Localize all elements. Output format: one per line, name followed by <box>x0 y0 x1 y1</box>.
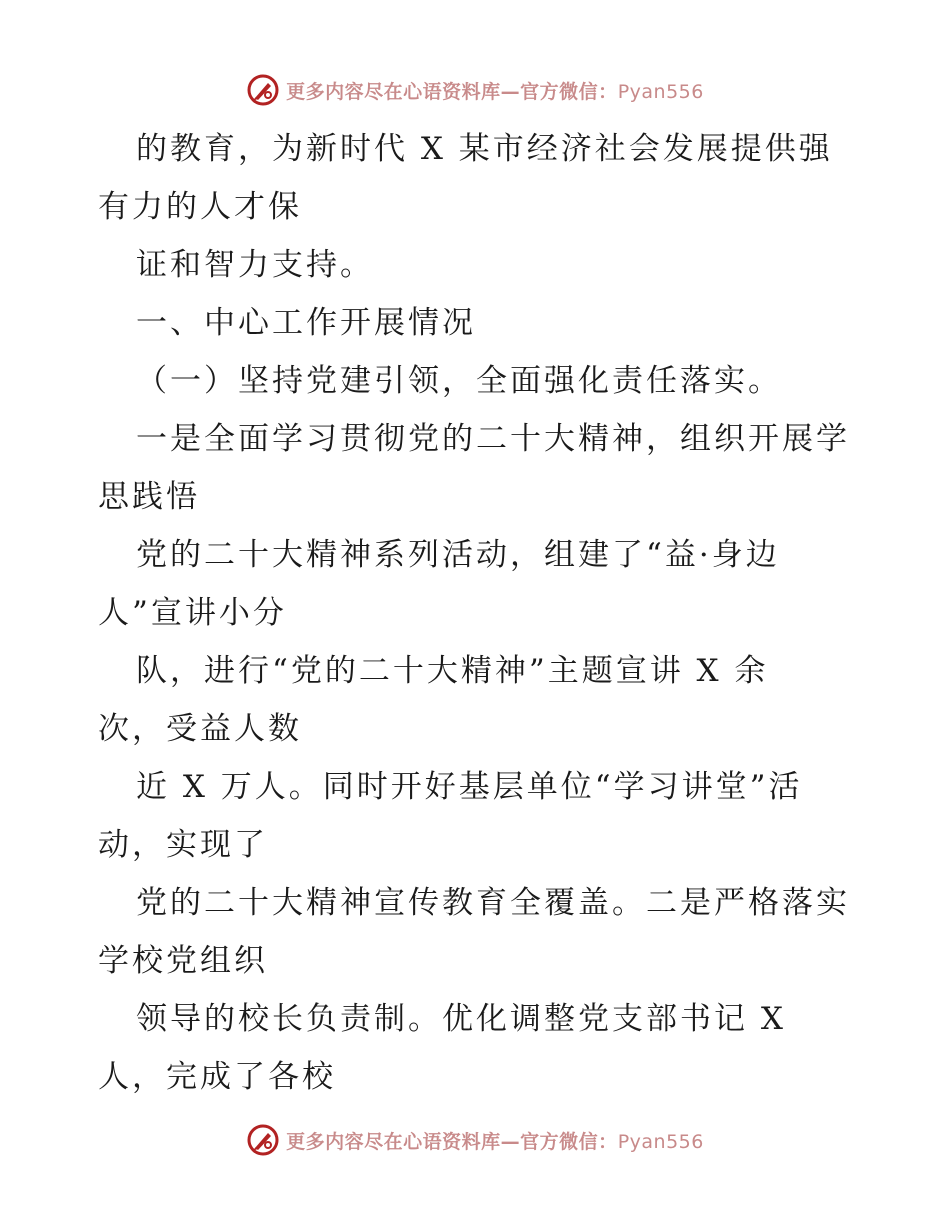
document-body <box>98 120 868 1106</box>
footer-official: 官方微信： <box>520 1130 618 1153</box>
text-line: 领导的校长负责制。优化调整党支部书记 X <box>136 1001 786 1037</box>
text-line: 思践悟 <box>98 479 200 515</box>
text-line: 学校党组织 <box>98 943 268 979</box>
footer-brand: 更多内容尽在心语资料库 <box>286 1130 501 1153</box>
text-line: 次，受益人数 <box>98 711 302 747</box>
header-handle: Pyan556 <box>617 80 704 103</box>
text-line: 的教育，为新时代 X 某市经济社会发展提供强 <box>136 131 833 167</box>
header-dash: — <box>500 80 521 103</box>
header-banner-inner <box>246 73 704 107</box>
header-banner-text <box>286 77 704 104</box>
text-line: 一、中心工作开展情况 <box>136 305 476 341</box>
text-line: 党的二十大精神宣传教育全覆盖。二是严格落实 <box>136 885 850 921</box>
footer-banner-inner <box>246 1123 704 1157</box>
text-line: 人，完成了各校 <box>98 1059 336 1095</box>
header-official: 官方微信： <box>520 80 618 103</box>
text-line: 有力的人才保 <box>98 189 302 225</box>
header-banner <box>0 70 950 110</box>
text-line: 证和智力支持。 <box>136 247 374 283</box>
text-line: 近 X 万人。同时开好基层单位“学习讲堂”活 <box>136 769 803 805</box>
footer-banner <box>0 1120 950 1160</box>
pen-nib-logo-icon <box>246 1123 280 1157</box>
text-line: 队，进行“党的二十大精神”主题宣讲 X 余 <box>136 653 769 689</box>
text-line: （一）坚持党建引领，全面强化责任落实。 <box>136 363 782 399</box>
header-brand: 更多内容尽在心语资料库 <box>286 80 501 103</box>
text-line: 党的二十大精神系列活动，组建了“益·身边 <box>136 537 780 573</box>
pen-nib-logo-icon <box>246 73 280 107</box>
text-line: 人”宣讲小分 <box>98 595 287 631</box>
footer-handle: Pyan556 <box>617 1130 704 1153</box>
text-line: 一是全面学习贯彻党的二十大精神，组织开展学 <box>136 421 850 457</box>
footer-dash: — <box>500 1130 521 1153</box>
footer-banner-text <box>286 1127 704 1154</box>
text-line: 动，实现了 <box>98 827 268 863</box>
